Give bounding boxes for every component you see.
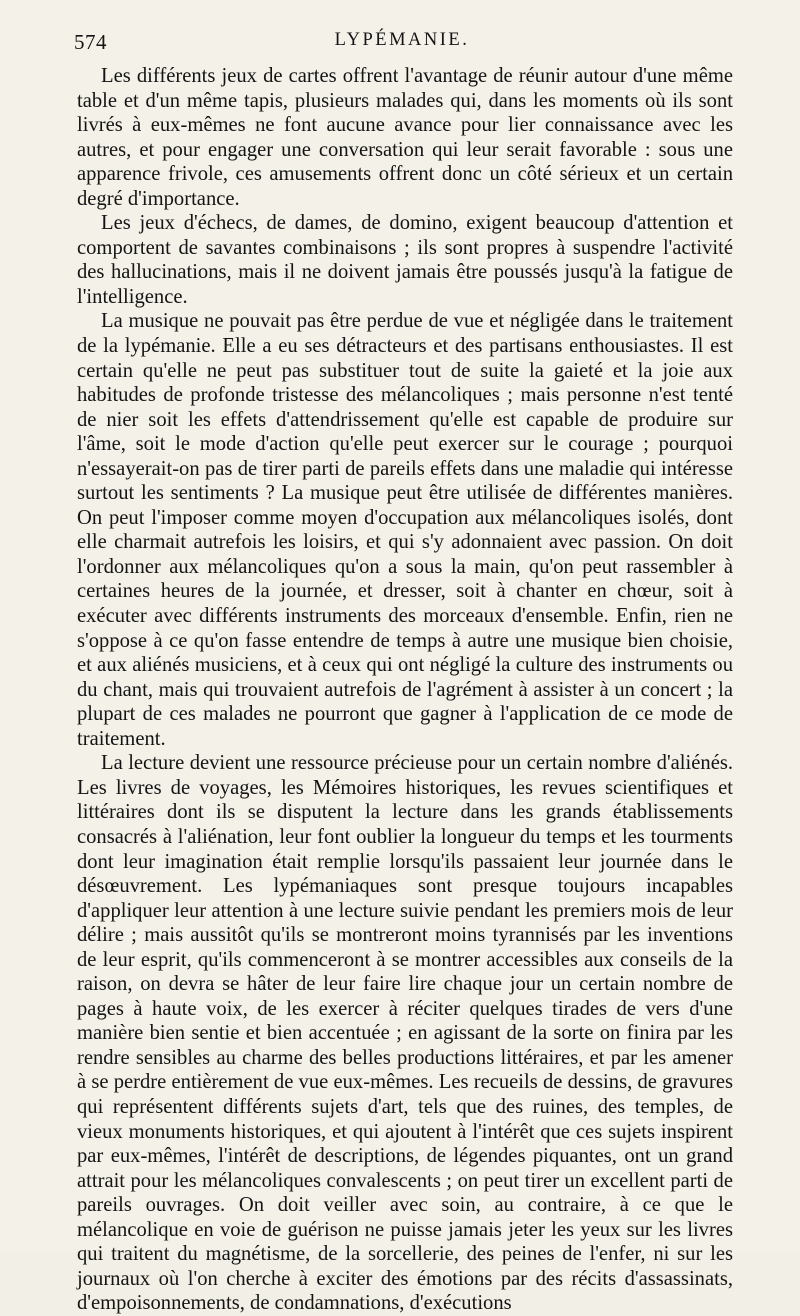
paragraph-card-games: Les différents jeux de cartes offrent l'avantage de réunir autour d'une même table et d'un même tapis, plusieurs malades qui, dans les moments où ils sont livrés à eux-mêmes ne font aucune avance pour lier connaissance avec les autres, et pour engager une conversation qui leur serait favorable : sous une apparence frivole, ces amusements offrent donc un côté sérieux et un certain degré d'importance. bbox=[77, 65, 733, 210]
page-header bbox=[74, 30, 730, 60]
paragraph-music: La musique ne pouvait pas être perdue de vue et négligée dans le traitement de la lypémanie. Elle a eu ses détracteurs et des partisans enthousiastes. Il est certain qu'elle ne peut pas substituer tout de suite la gaieté et la joie aux habitudes de profonde tristesse des mélancoliques ; mais personne n'est tenté de nier soit les effets d'attendrissement qu'elle est capable de produire sur l'âme, soit le mode d'action qu'elle peut exercer sur le courage ; pourquoi n'essayerait-on pas de tirer parti de pareils effets dans une maladie qui intéresse surtout les sentiments ? La musique peut être utilisée de différentes manières. On peut l'imposer comme moyen d'occupation aux mélancoliques isolés, dont elle charmait autrefois les loisirs, et qui s'y adonnaient avec passion. On doit l'ordonner aux mélancoliques qu'on a sous la main, qu'on peut rassembler à certaines heures de la journée, et dresser, soit à chanter en chœur, soit à exécuter avec différents instruments des morceaux d'ensemble. Enfin, rien ne s'oppose à ce qu'on fasse entendre de temps à autre une musique bien choisie, et aux aliénés musiciens, et à ceux qui ont négligé la culture des instruments ou du chant, mais qui trouvaient autrefois de l'agrément à assister à un concert ; la plupart de ces malades ne pourront que gagner à l'application de ce mode de traitement. bbox=[77, 310, 733, 750]
page-number: 574 bbox=[74, 30, 107, 54]
body-text bbox=[77, 64, 733, 1315]
paragraph-strategy-games: Les jeux d'échecs, de dames, de domino, exigent beaucoup d'attention et comportent de savantes combinaisons ; ils sont propres à suspendre l'activité des hallucinations, mais il ne doivent jamais être poussés jusqu'à la fatigue de l'intelligence. bbox=[77, 212, 733, 308]
paragraph-reading: La lecture devient une ressource précieuse pour un certain nombre d'aliénés. Les livres de voyages, les Mémoires historiques, les revues scientifiques et littéraires dont ils se disputent la lecture dans les grands établissements consacrés à l'aliénation, leur font oublier la longueur du temps et les tourments dont leur imagination était remplie lorsqu'ils passaient leur journée dans le désœuvrement. Les lypémaniaques sont presque toujours incapables d'appliquer leur attention à une lecture suivie pendant les premiers mois de leur délire ; mais aussitôt qu'ils se montreront moins tyrannisés par les inventions de leur esprit, qu'ils commenceront à se montrer accessibles aux conseils de la raison, on devra se hâter de leur faire lire chaque jour un certain nombre de pages à haute voix, de les exercer à réciter quelques tirades de vers d'une manière bien sentie et bien accentuée ; en agissant de la sorte on finira par les rendre sensibles au charme des belles productions littéraires, et par les amener à se perdre entièrement de vue eux-mêmes. Les recueils de dessins, de gravures qui représentent différents sujets d'art, tels que des ruines, des temples, de vieux monuments historiques, et qui ajoutent à l'intérêt que ces sujets inspirent par eux-mêmes, l'intérêt de descriptions, de légendes piquantes, ont un grand attrait pour les mélancoliques convalescents ; on peut tirer un excellent parti de pareils ouvrages. On doit veiller avec soin, au contraire, à ce que le mélancolique en voie de guérison ne puisse jamais jeter les yeux sur les livres qui traitent du magnétisme, de la sorcellerie, des peines de l'enfer, ni sur les journaux où l'on cherche à exciter des émotions par des récits d'assassinats, d'empoisonnements, de condamnations, d'exécutions bbox=[77, 752, 733, 1315]
running-title: LYPÉMANIE. bbox=[334, 30, 470, 50]
